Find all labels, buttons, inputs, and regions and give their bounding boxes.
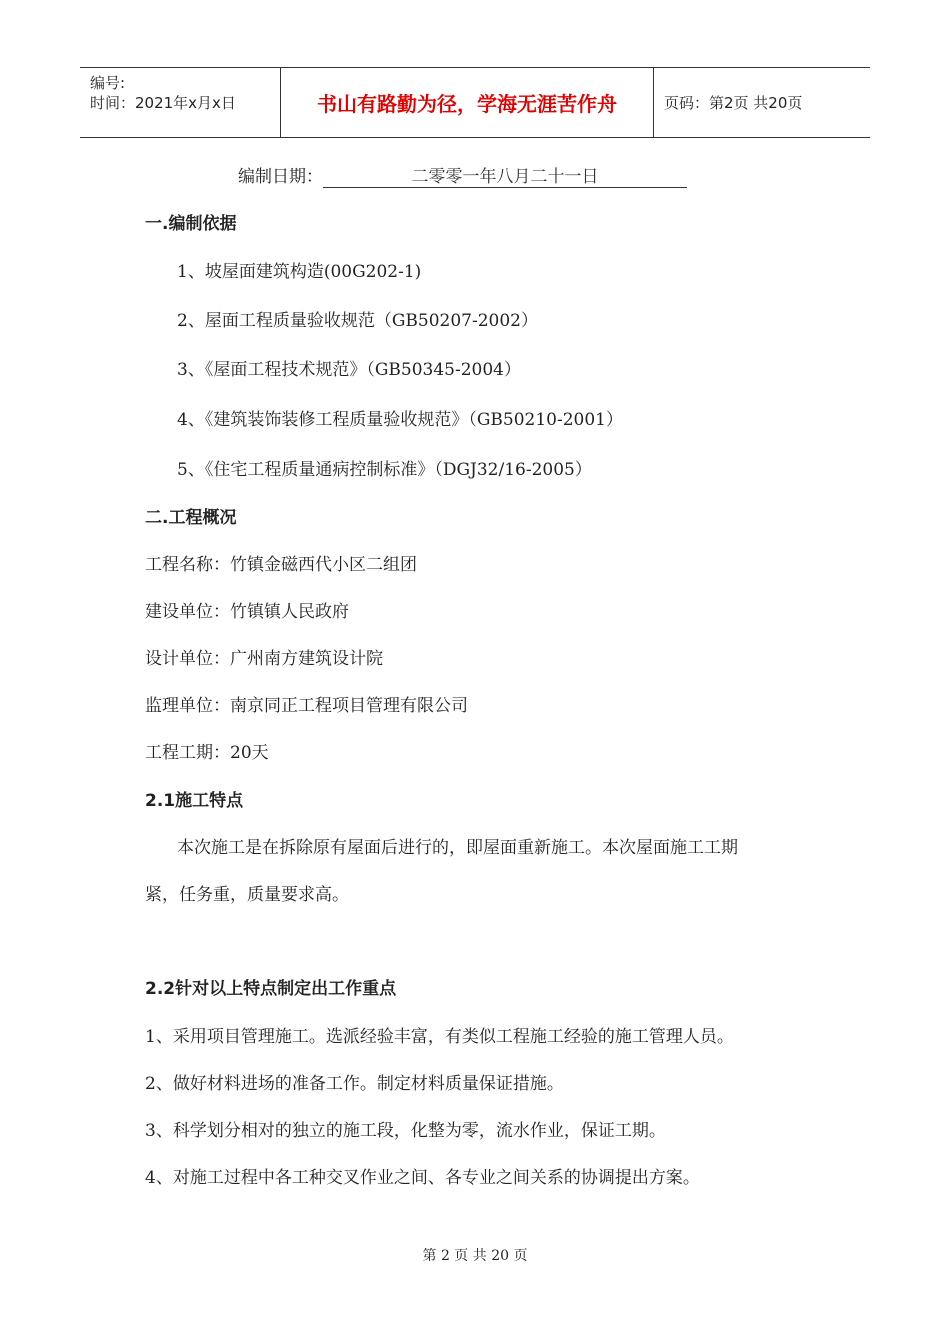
- list-item: 3、科学划分相对的独立的施工段，化整为零，流水作业，保证工期。: [145, 1121, 666, 1141]
- header-motto: 书山有路勤为径，学海无涯苦作舟: [281, 68, 654, 137]
- section1-title: 一.编制依据: [145, 214, 237, 234]
- list-item: 4、《建筑装饰装修工程质量验收规范》（GB50210-2001）: [177, 410, 623, 430]
- header-meta: [80, 68, 281, 137]
- time-label: 时间：2021年x月x日: [90, 94, 236, 112]
- project-info-line: 工程名称：竹镇金磁西代小区二组团: [145, 555, 417, 575]
- compile-date-label: 编制日期：: [238, 167, 323, 187]
- section22-title: 2.2针对以上特点制定出工作重点: [145, 979, 397, 999]
- header-page-info: 页码：第2页 共20页: [664, 94, 803, 112]
- list-item: 2、屋面工程质量验收规范（GB50207-2002）: [177, 311, 538, 331]
- list-item: 5、《住宅工程质量通病控制标准》（DGJ32/16-2005）: [177, 460, 592, 480]
- section21-title: 2.1施工特点: [145, 791, 244, 811]
- list-item: 3、《屋面工程技术规范》（GB50345-2004）: [177, 360, 521, 380]
- page-header: [80, 67, 870, 138]
- compile-date-value: 二零零一年八月二十一日: [323, 162, 687, 188]
- list-item: 4、对施工过程中各工种交叉作业之间、各专业之间关系的协调提出方案。: [145, 1168, 700, 1188]
- compile-date-row: [238, 162, 687, 188]
- project-info-line: 设计单位：广州南方建筑设计院: [145, 649, 383, 669]
- list-item: 2、做好材料进场的准备工作。制定材料质量保证措施。: [145, 1074, 564, 1094]
- section2-title: 二.工程概况: [145, 508, 237, 528]
- paragraph-line: 紧，任务重，质量要求高。: [145, 885, 349, 905]
- project-info-line: 监理单位：南京同正工程项目管理有限公司: [145, 696, 468, 716]
- list-item: 1、坡屋面建筑构造(00G202-1): [177, 262, 422, 282]
- number-label: 编号:: [90, 74, 126, 92]
- project-info-line: 工程工期：20天: [145, 743, 269, 763]
- paragraph-line: 本次施工是在拆除原有屋面后进行的，即屋面重新施工。本次屋面施工工期: [177, 838, 738, 858]
- list-item: 1、采用项目管理施工。选派经验丰富，有类似工程施工经验的施工管理人员。: [145, 1027, 734, 1047]
- page-footer: 第 2 页 共 20 页: [422, 1248, 528, 1264]
- project-info-line: 建设单位：竹镇镇人民政府: [145, 602, 349, 622]
